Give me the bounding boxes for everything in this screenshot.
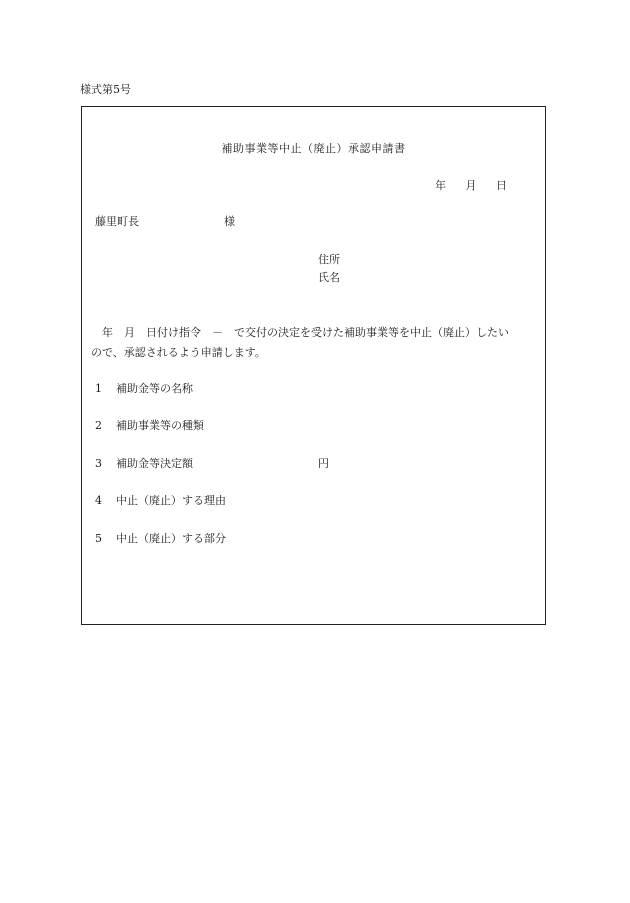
form-title: 補助事業等中止（廃止）承認申請書 — [221, 142, 406, 155]
body-text-line-2: ので、承認されるよう申請します。 — [91, 346, 266, 359]
item-label: 補助金等決定額 — [116, 457, 193, 470]
address-label: 住所 — [318, 253, 340, 266]
recipient-name: 藤里町長 — [95, 215, 139, 228]
item-label: 補助金等の名称 — [116, 382, 193, 395]
date-month: 月 — [465, 179, 477, 192]
item-decided-amount — [95, 455, 193, 471]
date-year: 年 — [435, 179, 446, 192]
item-cancelled-portion — [95, 530, 226, 546]
amount-unit: 円 — [318, 457, 329, 470]
item-label: 中止（廃止）する理由 — [116, 494, 226, 507]
applicant-name-label: 氏名 — [318, 271, 340, 284]
recipient-honorific: 様 — [224, 215, 235, 228]
application-form — [81, 106, 546, 625]
item-subsidy-name — [95, 380, 193, 396]
form-number: 様式第5号 — [80, 83, 131, 96]
date-line — [435, 177, 507, 193]
item-number: 5 — [95, 532, 102, 545]
item-label: 中止（廃止）する部分 — [116, 532, 226, 545]
application-body-text — [91, 323, 543, 363]
item-label: 補助事業等の種類 — [116, 419, 204, 432]
item-cancellation-reason — [95, 492, 226, 508]
item-number: 1 — [95, 382, 102, 395]
body-text-line-1: 年 月 日付け指令 － で交付の決定を受けた補助事業等を中止（廃止）したい — [91, 326, 509, 339]
date-day: 日 — [496, 179, 507, 192]
item-number: 3 — [95, 457, 102, 470]
item-number: 2 — [95, 419, 102, 432]
item-number: 4 — [95, 494, 102, 507]
item-project-type — [95, 417, 204, 433]
